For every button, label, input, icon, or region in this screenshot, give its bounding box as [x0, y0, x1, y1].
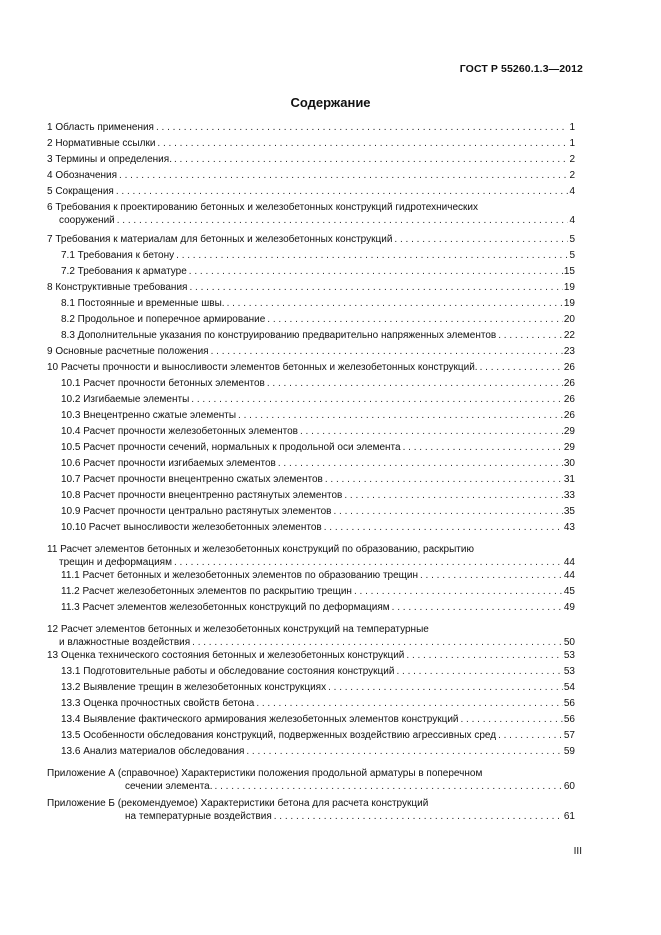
toc-page-number: 5 [569, 234, 575, 245]
toc-page-number: 33 [563, 490, 575, 501]
toc-entry[interactable] [47, 265, 575, 278]
toc-entry[interactable] [47, 345, 575, 358]
dot-leader [215, 780, 563, 793]
toc-entry-title: 10.6 Расчет прочности изгибаемых элементов [61, 458, 276, 469]
toc-entry[interactable] [47, 441, 575, 454]
dot-leader [116, 185, 569, 198]
toc-entry-title: 12 Расчет элементов бетонных и железобетонных конструкций на температурные [47, 624, 429, 635]
toc-entry-title: 7.1 Требования к бетону [61, 250, 175, 261]
toc-page-number: 2 [569, 154, 575, 165]
toc-page-number: 1 [569, 138, 575, 149]
toc-entry-title: 6 Требования к проектированию бетонных и железобетонных конструкций гидротехнических [47, 202, 478, 213]
toc-page-number: 29 [563, 442, 575, 453]
document-code: ГОСТ Р 55260.1.3—2012 [459, 63, 583, 75]
dot-leader [394, 233, 568, 246]
toc-entry-title: Приложение А (справочное) Характеристики положения продольной арматуры в поперечном [47, 768, 483, 779]
toc-entry-continuation: на температурные воздействия [125, 811, 272, 822]
toc-page-number: 53 [563, 650, 575, 661]
dot-leader [192, 636, 563, 649]
toc-entry-continuation: сечении элемента. [125, 781, 213, 792]
dot-leader [256, 697, 563, 710]
toc-entry[interactable] [47, 521, 575, 534]
toc-entry-title: 10.5 Расчет прочности сечений, нормальных к продольной оси элемента [61, 442, 401, 453]
toc-page-number: 26 [563, 362, 575, 373]
toc-entry[interactable] [47, 233, 575, 246]
toc-page-number: 29 [563, 426, 575, 437]
toc-entry[interactable] [47, 569, 575, 582]
toc-page-number: 45 [563, 586, 575, 597]
dot-leader [396, 665, 562, 678]
toc-page-number: 49 [563, 602, 575, 613]
dot-leader [227, 297, 563, 310]
toc-page-number: 31 [563, 474, 575, 485]
toc-entry-title: 10.8 Расчет прочности внецентренно растянутых элементов [61, 490, 343, 501]
dot-leader [300, 425, 563, 438]
toc-page-number: 26 [563, 394, 575, 405]
toc-entry-title: 8.3 Дополнительные указания по конструированию предварительно напряженных элементов [61, 330, 497, 341]
dot-leader [333, 505, 562, 518]
toc-entry[interactable] [47, 767, 575, 793]
toc-entry-title: 10.4 Расчет прочности железобетонных элементов [61, 426, 298, 437]
dot-leader [189, 265, 563, 278]
dot-leader [246, 745, 563, 758]
toc-entry-title: 7 Требования к материалам для бетонных и железобетонных конструкций [47, 234, 393, 245]
toc-entry-title: 13.4 Выявление фактического армирования железобетонных элементов конструкций [61, 714, 459, 725]
toc-entry[interactable] [47, 201, 575, 227]
toc-entry[interactable] [47, 665, 575, 678]
toc-page-number: 54 [563, 682, 575, 693]
toc-page-number: 56 [563, 698, 575, 709]
dot-leader [267, 313, 563, 326]
toc-entry[interactable] [47, 473, 575, 486]
toc-entry[interactable] [47, 153, 575, 166]
toc-entry[interactable] [47, 169, 575, 182]
toc-page-number: 44 [563, 557, 575, 568]
toc-entry[interactable] [47, 649, 575, 662]
toc-entry-title: 10.10 Расчет выносливости железобетонных элементов [61, 522, 322, 533]
dot-leader [156, 121, 568, 134]
dot-leader [498, 729, 563, 742]
toc-page-number: 19 [563, 298, 575, 309]
toc-entry-title: 10.2 Изгибаемые элементы [61, 394, 190, 405]
toc-entry-continuation: и влажностные воздействия [59, 637, 191, 648]
toc-entry-title: 13.3 Оценка прочностных свойств бетона [61, 698, 255, 709]
toc-page-number: 30 [563, 458, 575, 469]
toc-page-number: 59 [563, 746, 575, 757]
dot-leader [211, 345, 563, 358]
toc-page-number: 5 [569, 250, 575, 261]
dot-leader [267, 377, 563, 390]
toc-entry-title: 3 Термины и определения. [47, 154, 172, 165]
toc-entry[interactable] [47, 281, 575, 294]
toc-page-number: 61 [563, 811, 575, 822]
toc-page-number: 56 [563, 714, 575, 725]
toc-entry[interactable] [47, 697, 575, 710]
toc-entry[interactable] [47, 313, 575, 326]
dot-leader [119, 169, 568, 182]
toc-entry-title: 11.3 Расчет элементов железобетонных конструкций по деформациям [61, 602, 390, 613]
toc-page-number: 50 [563, 637, 575, 648]
toc-entry-title: 8.2 Продольное и поперечное армирование [61, 314, 266, 325]
toc-entry-title: 10.7 Расчет прочности внецентренно сжатых элементов [61, 474, 323, 485]
dot-leader [176, 249, 568, 262]
toc-entry-title: 13.5 Особенности обследования конструкций, подверженных воздействию агрессивных сред [61, 730, 497, 741]
toc-entry[interactable] [47, 729, 575, 742]
dot-leader [324, 521, 563, 534]
toc-entry-title: Приложение Б (рекомендуемое) Характеристики бетона для расчета конструкций [47, 798, 429, 809]
toc-entry[interactable] [47, 249, 575, 262]
toc-entry-title: 11.2 Расчет железобетонных элементов по раскрытию трещин [61, 586, 352, 597]
dot-leader [189, 281, 562, 294]
toc-entry-title: 10.1 Расчет прочности бетонных элементов [61, 378, 265, 389]
toc-page-number: 1 [569, 122, 575, 133]
dot-leader [498, 329, 563, 342]
toc-entry-title: 8.1 Постоянные и временные швы. [61, 298, 225, 309]
toc-page-number: 35 [563, 506, 575, 517]
dot-leader [480, 361, 563, 374]
toc-page-number: 22 [563, 330, 575, 341]
toc-entry[interactable] [47, 489, 575, 502]
toc-entry-title: 1 Область применения [47, 122, 154, 133]
toc-entry[interactable] [47, 681, 575, 694]
toc-page-number: 53 [563, 666, 575, 677]
toc-entry-title: 5 Сокращения [47, 186, 114, 197]
dot-leader [174, 556, 563, 569]
toc-entry-title: 10.9 Расчет прочности центрально растянутых элементов [61, 506, 332, 517]
toc-entry[interactable] [47, 297, 575, 310]
dot-leader [392, 601, 563, 614]
toc-entry[interactable] [47, 121, 575, 134]
toc-page-number: 44 [563, 570, 575, 581]
dot-leader [238, 409, 563, 422]
toc-entry[interactable] [47, 585, 575, 598]
page-number: III [573, 846, 582, 857]
toc-entry-continuation: сооружений [59, 215, 115, 226]
toc-entry[interactable] [47, 505, 575, 518]
toc-page-number: 43 [563, 522, 575, 533]
toc-entry[interactable] [47, 713, 575, 726]
toc-entry-title: 9 Основные расчетные положения [47, 346, 209, 357]
toc-entry-title: 13.1 Подготовительные работы и обследование состояния конструкций [61, 666, 395, 677]
toc-entry-title: 10.3 Внецентренно сжатые элементы [61, 410, 237, 421]
toc-entry-title: 13.2 Выявление трещин в железобетонных конструкциях [61, 682, 327, 693]
toc-page-number: 4 [569, 186, 575, 197]
toc-entry-title: 4 Обозначения [47, 170, 118, 181]
dot-leader [328, 681, 563, 694]
toc-page-number: 20 [563, 314, 575, 325]
dot-leader [354, 585, 563, 598]
toc-page-number: 60 [563, 781, 575, 792]
toc-page-number: 15 [563, 266, 575, 277]
toc-entry-title: 8 Конструктивные требования [47, 282, 188, 293]
dot-leader [278, 457, 563, 470]
page-title: Содержание [290, 95, 371, 110]
toc-entry[interactable] [47, 601, 575, 614]
dot-leader [406, 649, 562, 662]
dot-leader [157, 137, 568, 150]
dot-leader [174, 153, 568, 166]
toc-page-number: 4 [569, 215, 575, 226]
toc-entry-continuation: трещин и деформациям [59, 557, 172, 568]
dot-leader [325, 473, 563, 486]
toc-entry[interactable] [47, 393, 575, 406]
dot-leader [420, 569, 563, 582]
toc-entry[interactable] [47, 377, 575, 390]
toc-entry[interactable] [47, 797, 575, 823]
toc-entry-title: 10 Расчеты прочности и выносливости элементов бетонных и железобетонных конструкций. [47, 362, 478, 373]
toc-entry-title: 13.6 Анализ материалов обследования [61, 746, 245, 757]
dot-leader [274, 810, 563, 823]
toc-entry-title: 2 Нормативные ссылки [47, 138, 156, 149]
dot-leader [117, 214, 569, 227]
toc-entry[interactable] [47, 457, 575, 470]
toc-entry-title: 11.1 Расчет бетонных и железобетонных элементов по образованию трещин [61, 570, 418, 581]
toc-entry[interactable] [47, 409, 575, 422]
dot-leader [403, 441, 563, 454]
dot-leader [344, 489, 563, 502]
toc-page-number: 57 [563, 730, 575, 741]
toc-entry[interactable] [47, 745, 575, 758]
toc-entry[interactable] [47, 329, 575, 342]
toc-entry-title: 11 Расчет элементов бетонных и железобетонных конструкций по образованию, раскрытию [47, 544, 474, 555]
toc-entry[interactable] [47, 361, 575, 374]
dot-leader [461, 713, 563, 726]
toc-entry[interactable] [47, 425, 575, 438]
toc-entry[interactable] [47, 137, 575, 150]
toc-page-number: 26 [563, 378, 575, 389]
toc-entry-title: 13 Оценка технического состояния бетонных и железобетонных конструкций [47, 650, 405, 661]
toc-entry-title: 7.2 Требования к арматуре [61, 266, 187, 277]
dot-leader [191, 393, 563, 406]
toc-page-number: 26 [563, 410, 575, 421]
toc-page-number: 23 [563, 346, 575, 357]
toc-entry[interactable] [47, 623, 575, 649]
toc-page-number: 19 [563, 282, 575, 293]
toc-page-number: 2 [569, 170, 575, 181]
toc-entry[interactable] [47, 185, 575, 198]
toc-entry[interactable] [47, 543, 575, 569]
